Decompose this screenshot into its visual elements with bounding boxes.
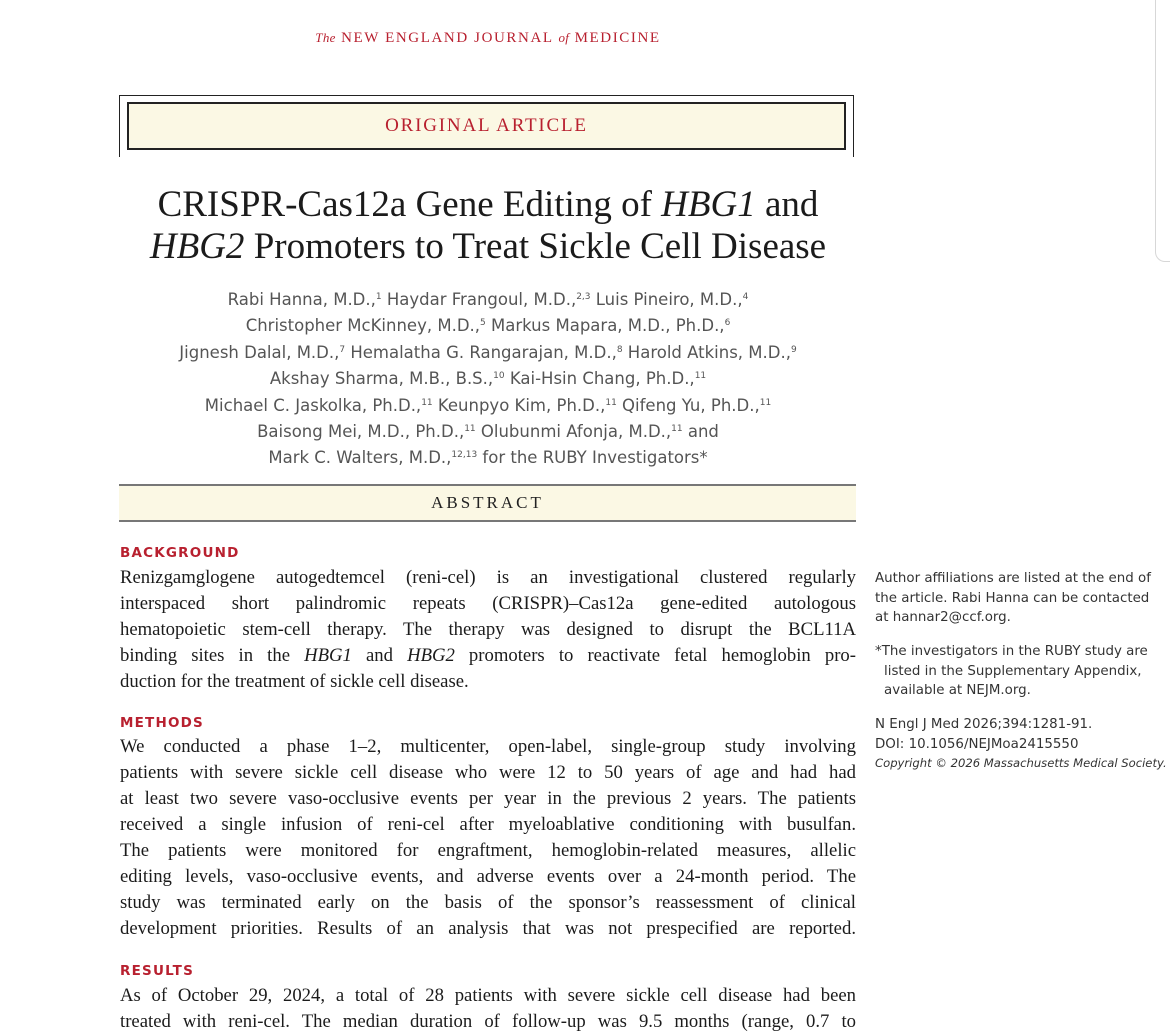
author-conjunction: and: [682, 422, 719, 442]
text-line: As of October 29, 2024, a total of 28 patients with severe sickle cell disease had been: [120, 985, 856, 1006]
title-gene-hbg2: HBG2: [149, 226, 245, 267]
author-line: [100, 313, 876, 339]
note-line: the article. Rabi Hanna can be contacted: [875, 590, 1150, 606]
text-line: study was terminated early on the basis of the sponsor’s reassessment of clinical: [120, 892, 856, 913]
note-line: *The investigators in the RUBY study are: [875, 644, 1148, 659]
author-name: Luis Pineiro, M.D.,: [590, 290, 743, 309]
journal-citation: N Engl J Med 2026;394:1281-91.: [875, 717, 1093, 732]
affiliation-mark: 11: [759, 397, 772, 408]
masthead-the: The: [315, 30, 336, 45]
title-line-2: [100, 226, 876, 268]
investigators-note: [875, 642, 1167, 701]
text-line: received a single infusion of reni-cel after myeloablative conditioning with busulfan.: [120, 814, 856, 835]
author-list: [100, 287, 876, 472]
author-name: Hemalatha G. Rangarajan, M.D.,: [345, 342, 617, 362]
affiliation-mark: 1: [375, 292, 382, 302]
gene-hbg1: HBG1: [304, 645, 352, 666]
results-paragraph: [120, 983, 856, 1035]
author-line: [100, 393, 876, 419]
author-name: Qifeng Yu, Ph.D.,: [616, 395, 760, 415]
author-affiliations-note: [875, 569, 1167, 628]
title-gene-hbg1: HBG1: [661, 184, 756, 225]
author-line: [100, 419, 876, 445]
affiliation-mark: 12,13: [451, 450, 478, 461]
doi: DOI: 10.1056/NEJMoa2415550: [875, 736, 1079, 752]
author-name: Baisong Mei, M.D., Ph.D.,: [257, 422, 465, 442]
affiliation-mark: 11: [605, 397, 617, 408]
author-name: Kai-Hsin Chang, Ph.D.,: [504, 369, 695, 389]
affiliation-mark: 11: [464, 424, 476, 435]
journal-masthead: [120, 30, 856, 47]
text-run: binding sites in the: [120, 645, 305, 666]
text-line: development priorities. Results of an analysis that was not prespecified are reported.: [120, 918, 856, 939]
affiliation-mark: 4: [742, 292, 749, 302]
title-text: CRISPR-Cas12a Gene Editing of: [157, 184, 662, 225]
author-name: Haydar Frangoul, M.D.,: [381, 290, 577, 309]
author-name: Mark C. Walters, M.D.,: [268, 448, 452, 468]
author-name: Keunpyo Kim, Ph.D.,: [432, 395, 606, 415]
title-text: Promoters to Treat Sickle Cell Disease: [244, 226, 827, 267]
methods-heading: METHODS: [120, 715, 204, 731]
note-line: listed in the Supplementary Appendix,: [884, 663, 1142, 679]
methods-paragraph: [120, 734, 856, 942]
results-heading: RESULTS: [120, 963, 195, 979]
background-paragraph: [120, 565, 856, 695]
affiliation-mark: 10: [493, 371, 505, 382]
abstract-heading: ABSTRACT: [119, 484, 856, 522]
masthead-name-part1: NEW ENGLAND JOURNAL: [341, 30, 554, 46]
author-line: [100, 366, 876, 392]
author-name: Markus Mapara, M.D., Ph.D.,: [485, 316, 725, 336]
note-line: at hannar2@ccf.org.: [875, 610, 1011, 625]
text-line: We conducted a phase 1–2, multicenter, open-label, single-group study involving: [120, 736, 856, 757]
text-line: duction for the treatment of sickle cell disease.: [120, 671, 469, 692]
affiliation-mark: 7: [339, 344, 346, 355]
copyright: Copyright © 2026 Massachusetts Medical Society.: [875, 756, 1167, 770]
text-line: Renizgamglogene autogedtemcel (reni-cel) is an investigational clustered regularly: [120, 567, 856, 588]
author-line: [100, 340, 876, 366]
text-line: The patients were monitored for engraftment, hemoglobin-related measures, allelic: [120, 840, 856, 861]
author-name: Akshay Sharma, M.B., B.S.,: [269, 369, 494, 389]
author-name: Michael C. Jaskolka, Ph.D.,: [204, 395, 422, 415]
affiliation-mark: 11: [694, 371, 707, 382]
text-line: interspaced short palindromic repeats (CRISPR)–Cas12a gene-edited autologous: [120, 593, 856, 614]
affiliation-mark: 8: [616, 344, 623, 355]
affiliation-mark: 11: [421, 397, 433, 408]
article-type-frame: [119, 95, 854, 157]
text-line: patients with severe sickle cell disease who were 12 to 50 years of age and had had: [120, 762, 856, 783]
author-name: Christopher McKinney, M.D.,: [245, 316, 481, 336]
affiliation-mark: 11: [671, 424, 683, 435]
masthead-name-part2: MEDICINE: [574, 30, 661, 46]
title-line-1: [100, 184, 876, 226]
text-line: at least two severe vaso-occlusive events per year in the previous 2 years. The patients: [120, 788, 856, 809]
investigators-group: for the RUBY Investigators*: [477, 448, 708, 468]
author-line: [100, 445, 876, 471]
masthead-of: of: [558, 30, 570, 45]
author-name: Jignesh Dalal, M.D.,: [179, 342, 340, 362]
title-text: and: [755, 184, 819, 225]
note-line: Author affiliations are listed at the end of: [875, 571, 1151, 586]
note-line: available at NEJM.org.: [884, 683, 1031, 698]
text-line: hematopoietic stem-cell therapy. The therapy was designed to disrupt the BCL11A: [120, 619, 856, 640]
affiliation-mark: 2,3: [576, 292, 591, 302]
background-heading: BACKGROUND: [120, 545, 240, 561]
article-title: [100, 184, 876, 268]
author-name: Harold Atkins, M.D.,: [622, 342, 791, 362]
author-name: Rabi Hanna, M.D.,: [227, 290, 376, 309]
text-run: and: [351, 645, 408, 666]
page-edge-panel: [1155, 0, 1170, 262]
text-line: treated with reni-cel. The median duration of follow-up was 9.5 months (range, 0.7 to: [120, 1011, 856, 1032]
affiliation-mark: 9: [790, 344, 797, 355]
text-run: promoters to reactivate fetal hemoglobin pro-: [454, 645, 856, 666]
citation-block: [875, 715, 1167, 774]
text-line: [120, 643, 856, 669]
affiliation-mark: 5: [480, 318, 486, 329]
article-type-label: ORIGINAL ARTICLE: [127, 102, 846, 150]
author-name: Olubunmi Afonja, M.D.,: [475, 422, 672, 442]
gene-hbg2: HBG2: [407, 645, 455, 666]
text-line: editing levels, vaso-occlusive events, and adverse events over a 24-month period. The: [120, 866, 856, 887]
affiliation-mark: 6: [724, 318, 731, 329]
author-line: [100, 287, 876, 313]
